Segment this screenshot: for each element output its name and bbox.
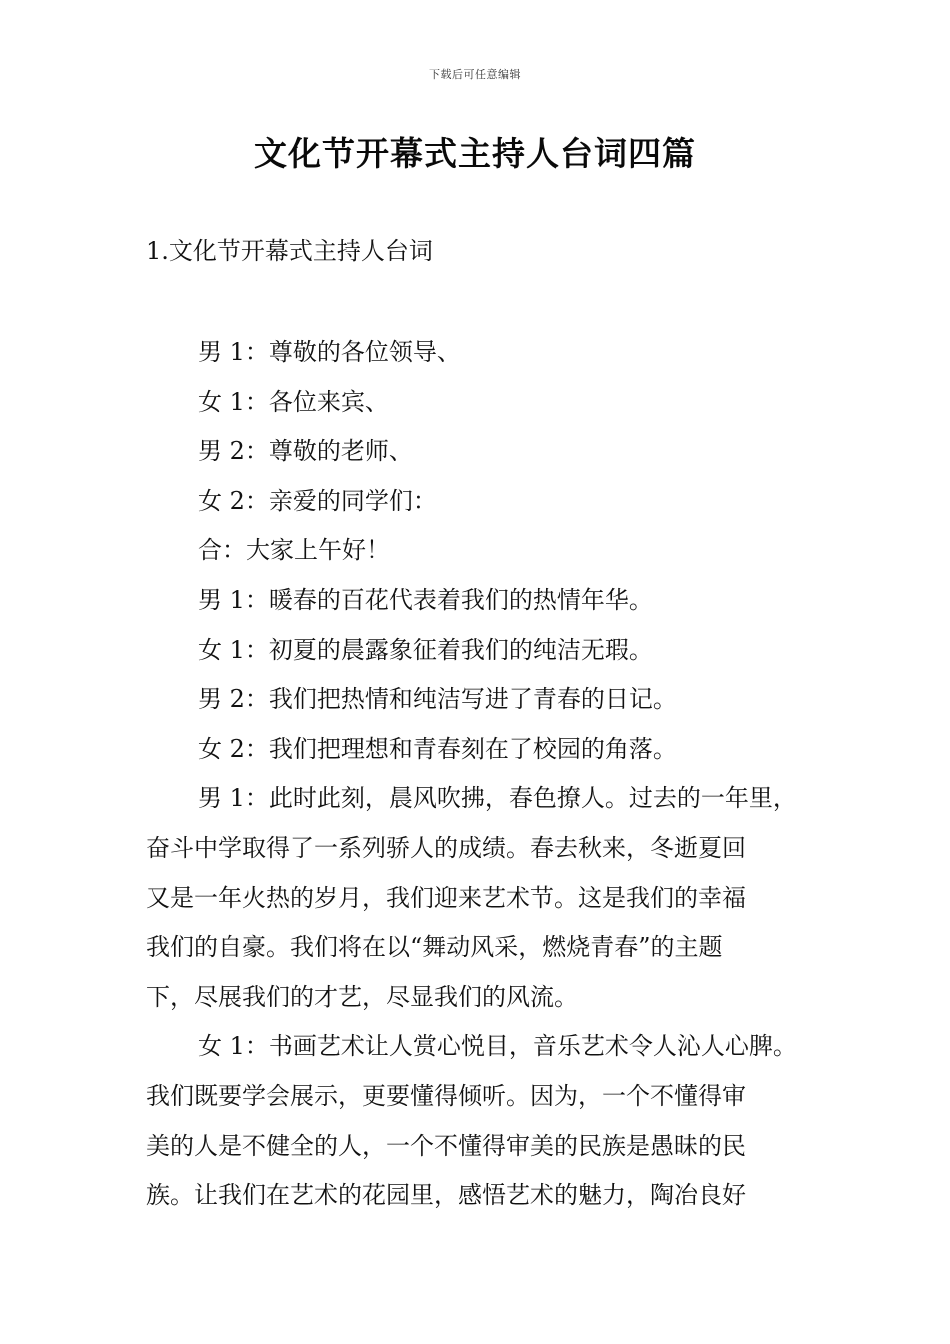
- paragraph-line: 我们既要学会展示，更要懂得倾听。因为，一个不懂得审: [146, 1081, 746, 1110]
- paragraph-line: 女 1：书画艺术让人赏心悦目，音乐艺术令人沁人心脾。: [198, 1032, 797, 1061]
- dialogue-line: 女 2：亲爱的同学们：: [198, 486, 437, 515]
- header-note: 下载后可任意编辑: [429, 68, 521, 81]
- paragraph-line: 奋斗中学取得了一系列骄人的成绩。春去秋来，冬逝夏回: [146, 833, 746, 862]
- paragraph-line: 又是一年火热的岁月，我们迎来艺术节。这是我们的幸福: [146, 883, 746, 912]
- section-heading: 1.文化节开幕式主持人台词: [146, 237, 433, 265]
- paragraph-line: 族。让我们在艺术的花园里，感悟艺术的魅力，陶冶良好: [146, 1181, 746, 1210]
- paragraph-line: 男 1：此时此刻，晨风吹拂，春色撩人。过去的一年里，: [198, 784, 797, 813]
- dialogue-line: 女 1：各位来宾、: [198, 387, 389, 416]
- dialogue-line: 合：大家上午好！: [198, 536, 390, 565]
- dialogue-line: 男 2：我们把热情和纯洁写进了青春的日记。: [198, 685, 677, 714]
- paragraph-line: 下，尽展我们的才艺，尽显我们的风流。: [146, 982, 578, 1011]
- document-body: [146, 328, 836, 1221]
- paragraph-line: 美的人是不健全的人，一个不懂得审美的民族是愚昧的民: [146, 1131, 746, 1160]
- dialogue-line: 女 2：我们把理想和青春刻在了校园的角落。: [198, 734, 677, 763]
- paragraph-line: 我们的自豪。我们将在以“舞动风采，燃烧青春”的主题: [146, 933, 723, 962]
- dialogue-line: 男 1：暖春的百花代表着我们的热情年华。: [198, 585, 653, 614]
- document-title: 文化节开幕式主持人台词四篇: [254, 134, 696, 173]
- dialogue-line: 男 2：尊敬的老师、: [198, 437, 413, 466]
- dialogue-line: 男 1：尊敬的各位领导、: [198, 338, 461, 366]
- dialogue-line: 女 1：初夏的晨露象征着我们的纯洁无瑕。: [198, 635, 653, 664]
